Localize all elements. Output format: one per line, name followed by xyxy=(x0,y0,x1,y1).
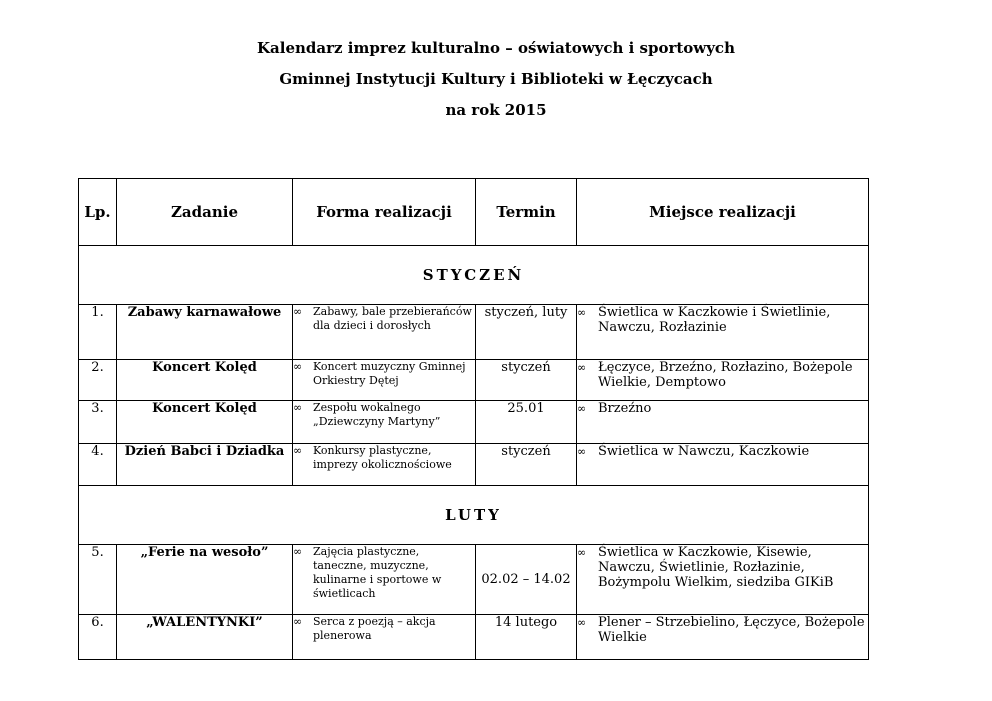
table-row xyxy=(79,615,869,660)
month-row xyxy=(79,486,869,545)
cell-zadanie: „WALENTYNKI” xyxy=(117,615,293,660)
cell-lp: 4. xyxy=(79,444,117,486)
cell-miejsce-text: Świetlica w Kaczkowie, Kisewie, Nawczu, Świetlinie, Rozłazinie, Bożympolu Wielkim, siedziba GIKiB xyxy=(598,545,834,590)
infinity-bullet-icon: ∞ xyxy=(293,360,303,373)
infinity-bullet-icon: ∞ xyxy=(577,306,587,319)
cell-lp: 3. xyxy=(79,401,117,444)
cell-zadanie: „Ferie na wesoło” xyxy=(117,545,293,615)
cell-miejsce xyxy=(577,545,869,615)
cell-forma xyxy=(293,360,476,401)
header-lp: Lp. xyxy=(79,179,117,246)
header-zadanie: Zadanie xyxy=(117,179,293,246)
cell-forma xyxy=(293,305,476,360)
cell-lp: 5. xyxy=(79,545,117,615)
cell-termin: 02.02 – 14.02 xyxy=(476,545,577,615)
cell-forma xyxy=(293,444,476,486)
cell-forma-text: Zajęcia plastyczne, taneczne, muzyczne, kulinarne i sportowe w świetlicach xyxy=(313,545,442,600)
infinity-bullet-icon: ∞ xyxy=(577,546,587,559)
infinity-bullet-icon: ∞ xyxy=(293,444,303,457)
infinity-bullet-icon: ∞ xyxy=(293,545,303,558)
cell-lp: 6. xyxy=(79,615,117,660)
infinity-bullet-icon: ∞ xyxy=(577,402,587,415)
cell-forma-text: Zespołu wokalnego „Dziewczyny Martyny” xyxy=(313,401,441,428)
cell-forma xyxy=(293,401,476,444)
cell-zadanie: Zabawy karnawałowe xyxy=(117,305,293,360)
cell-miejsce xyxy=(577,615,869,660)
cell-forma-text: Konkursy plastyczne, imprezy okolicznościowe xyxy=(313,444,452,471)
cell-miejsce-text: Świetlica w Nawczu, Kaczkowie xyxy=(598,444,810,459)
table-row xyxy=(79,360,869,401)
table-row xyxy=(79,545,869,615)
header-row xyxy=(79,179,869,246)
table-row xyxy=(79,401,869,444)
cell-termin: styczeń xyxy=(476,444,577,486)
cell-forma-text: Serca z poezją – akcja plenerowa xyxy=(313,615,436,642)
cell-forma xyxy=(293,545,476,615)
cell-lp: 2. xyxy=(79,360,117,401)
month-label: LUTY xyxy=(79,486,869,545)
month-label: STYCZEŃ xyxy=(79,246,869,305)
infinity-bullet-icon: ∞ xyxy=(577,445,587,458)
title-line-3: na rok 2015 xyxy=(445,101,547,119)
cell-zadanie: Koncert Kolęd xyxy=(117,401,293,444)
document-title xyxy=(0,40,992,133)
events-calendar-table xyxy=(78,178,869,660)
title-line-1: Kalendarz imprez kulturalno – oświatowych i sportowych xyxy=(257,39,735,57)
cell-zadanie: Koncert Kolęd xyxy=(117,360,293,401)
table-row xyxy=(79,444,869,486)
infinity-bullet-icon: ∞ xyxy=(293,401,303,414)
cell-miejsce-text: Świetlica w Kaczkowie i Świetlinie, Nawczu, Rozłazinie xyxy=(598,305,831,335)
cell-forma xyxy=(293,615,476,660)
table-row xyxy=(79,305,869,360)
cell-miejsce-text: Plener – Strzebielino, Łęczyce, Bożepole Wielkie xyxy=(598,615,865,645)
header-forma: Forma realizacji xyxy=(293,179,476,246)
cell-lp: 1. xyxy=(79,305,117,360)
infinity-bullet-icon: ∞ xyxy=(577,616,587,629)
cell-miejsce-text: Brzeźno xyxy=(598,401,652,416)
cell-zadanie: Dzień Babci i Dziadka xyxy=(117,444,293,486)
cell-miejsce-text: Łęczyce, Brzeźno, Rozłazino, Bożepole Wielkie, Demptowo xyxy=(598,360,853,390)
cell-miejsce xyxy=(577,401,869,444)
cell-termin: styczeń, luty xyxy=(476,305,577,360)
infinity-bullet-icon: ∞ xyxy=(293,305,303,318)
infinity-bullet-icon: ∞ xyxy=(577,361,587,374)
header-miejsce: Miejsce realizacji xyxy=(577,179,869,246)
cell-miejsce xyxy=(577,444,869,486)
cell-miejsce xyxy=(577,305,869,360)
month-row xyxy=(79,246,869,305)
cell-forma-text: Koncert muzyczny Gminnej Orkiestry Dętej xyxy=(313,360,466,387)
header-termin: Termin xyxy=(476,179,577,246)
title-line-2: Gminnej Instytucji Kultury i Biblioteki w Łęczycach xyxy=(279,70,713,88)
cell-miejsce xyxy=(577,360,869,401)
cell-termin: 25.01 xyxy=(476,401,577,444)
infinity-bullet-icon: ∞ xyxy=(293,615,303,628)
cell-termin: 14 lutego xyxy=(476,615,577,660)
cell-termin: styczeń xyxy=(476,360,577,401)
cell-forma-text: Zabawy, bale przebierańców dla dzieci i dorosłych xyxy=(313,305,472,332)
